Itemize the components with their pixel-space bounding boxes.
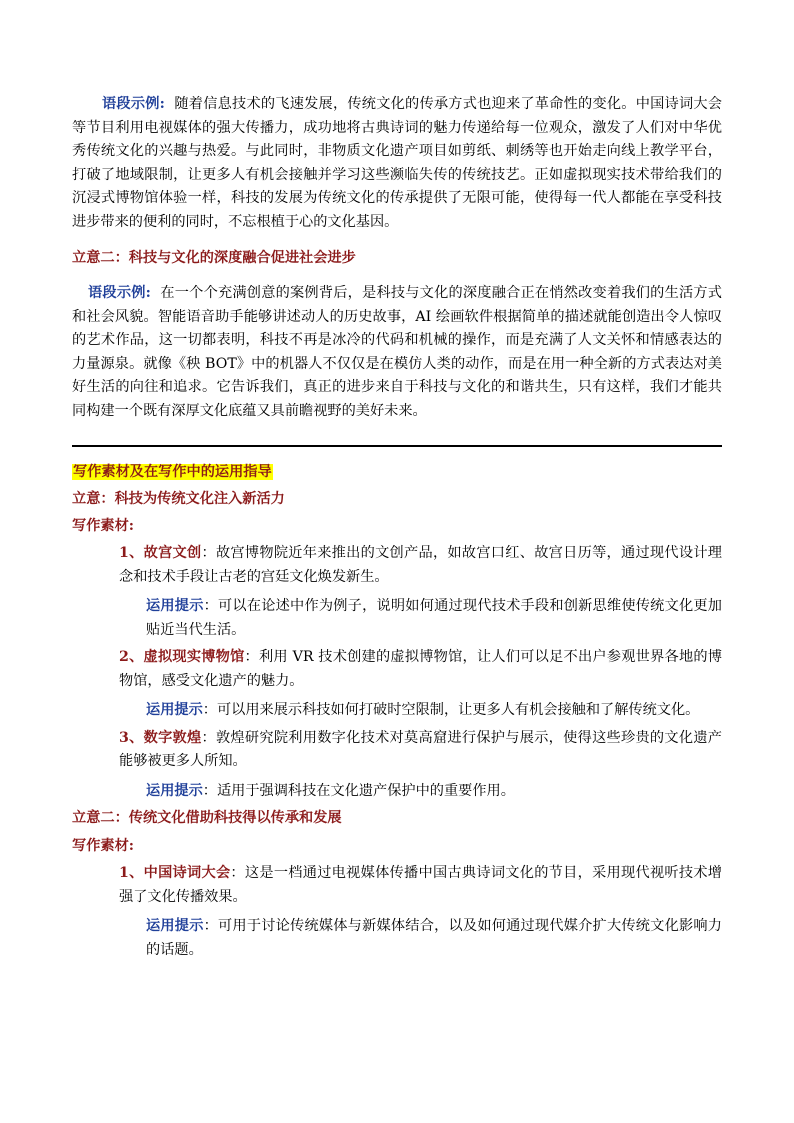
theme1-heading: 立意：科技为传统文化注入新活力 xyxy=(72,491,285,507)
theme2-heading: 立意二：传统文化借助科技得以传承和发展 xyxy=(72,810,342,826)
material-label: 写作素材: xyxy=(72,518,134,534)
tip-label: 运用提示 xyxy=(146,702,203,718)
material-item xyxy=(119,727,722,774)
usage-tip xyxy=(146,780,722,804)
guide-title: 写作素材及在写作中的运用指导 xyxy=(73,464,272,480)
example-lead: 语段示例: xyxy=(102,96,165,112)
section-divider xyxy=(72,445,722,447)
item-name: 1、中国诗词大会 xyxy=(119,865,231,881)
example-text: 在一个个充满创意的案例背后，是科技与文化的深度融合正在悄然改变着我们的生活方式和社会风貌。智能语音助手能够讲述动人的历史故事，AI 绘画软件根据简单的描述就能创造出令人惊叹的艺术作品，这一切都表明，科技不再是冰冷的代码和机械的操作，而是充满了人文关怀和情感表达的力量源泉。就像《秧 BOT》中的机器人不仅仅是在模仿人类的动作，而是在用一种全新的方式表达对美好生活的向往和追求。它告诉我们，真正的进步来自于科技与文化的和谐共生，只有这样，我们才能共同构建一个既有深厚文化底蕴又具前瞻视野的美好未来。 xyxy=(72,285,722,419)
tip-text: ：可以用来展示科技如何打破时空限制，让更多人有机会接触和了解传统文化。 xyxy=(202,702,700,718)
usage-tip xyxy=(146,915,722,962)
item-name: 1、故宫文创 xyxy=(119,545,202,561)
example-text: 随着信息技术的飞速发展，传统文化的传承方式也迎来了革命性的变化。中国诗词大会等节目利用电视媒体的强大传播力，成功地将古典诗词的魅力传递给每一位观众，激发了人们对中华优秀传统文化的兴趣与热爱。与此同时，非物质文化遗产项目如剪纸、刺绣等也开始走向线上教学平台，打破了地域限制，让更多人有机会接触并学习这些濒临失传的传统技艺。正如虚拟现实技术带给我们的沉浸式博物馆体验一样，科技的发展为传统文化的传承提供了无限可能，使得每一代人都能在享受科技进步带来的便利的同时，不忘根植于心的文化基因。 xyxy=(72,96,722,230)
item-text: ：这是一档通过电视媒体传播中国古典诗词文化的节目，采用现代视听技术增强了文化传播效果。 xyxy=(119,865,722,905)
tip-label: 运用提示 xyxy=(146,598,204,614)
material-label: 写作素材: xyxy=(72,838,134,854)
example-paragraph-1 xyxy=(72,93,722,234)
tip-label: 运用提示 xyxy=(146,782,203,799)
item-name: 3、数字敦煌 xyxy=(119,729,202,746)
usage-tip xyxy=(146,595,722,642)
example-lead: 语段示例: xyxy=(88,285,151,301)
item-name: 2、虚拟现实博物馆 xyxy=(119,649,245,665)
material-item xyxy=(119,646,722,693)
tip-text: ：适用于强调科技在文化遗产保护中的重要作用。 xyxy=(202,782,515,799)
tip-label: 运用提示 xyxy=(146,918,204,934)
item-text: ：敦煌研究院利用数字化技术对莫高窟进行保护与展示，使得这些珍贵的文化遗产能够被更多人所知。 xyxy=(119,729,722,769)
theme-heading: 立意二：科技与文化的深度融合促进社会进步 xyxy=(72,250,356,266)
item-text: ：故宫博物院近年来推出的文创产品，如故宫口红、故宫日历等，通过现代设计理念和技术手段让古老的宫廷文化焕发新生。 xyxy=(119,545,722,585)
tip-text: ：可以在论述中作为例子，说明如何通过现代技术手段和创新思维使传统文化更加贴近当代生活。 xyxy=(146,598,722,638)
material-item xyxy=(119,862,722,909)
example-paragraph-2 xyxy=(72,282,722,423)
material-item xyxy=(119,542,722,589)
document-page xyxy=(72,93,722,962)
usage-tip xyxy=(146,699,722,723)
item-text: ：利用 VR 技术创建的虚拟博物馆，让人们可以足不出户参观世界各地的博物馆，感受文化遗产的魅力。 xyxy=(119,649,723,689)
tip-text: ：可用于讨论传统媒体与新媒体结合，以及如何通过现代媒介扩大传统文化影响力的话题。 xyxy=(146,918,722,958)
